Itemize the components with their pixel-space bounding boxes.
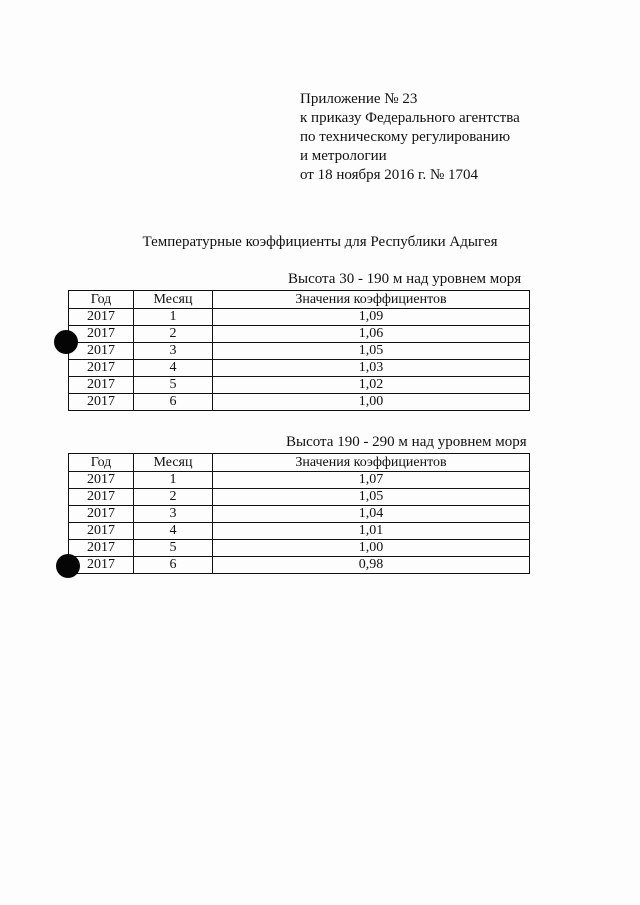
cell-value: 1,07 xyxy=(213,472,530,489)
cell-month: 1 xyxy=(134,472,213,489)
table-row xyxy=(69,343,530,360)
punch-hole-mark xyxy=(56,554,80,578)
cell-year: 2017 xyxy=(69,360,134,377)
cell-month: 6 xyxy=(134,557,213,574)
cell-year: 2017 xyxy=(69,506,134,523)
cell-year: 2017 xyxy=(69,309,134,326)
order-reference: к приказу Федерального агентства xyxy=(300,110,520,126)
cell-month: 6 xyxy=(134,394,213,411)
cell-value: 1,04 xyxy=(213,506,530,523)
table-row xyxy=(69,309,530,326)
cell-year: 2017 xyxy=(69,377,134,394)
agency-line-2: и метрологии xyxy=(300,148,387,164)
table-row xyxy=(69,377,530,394)
table-row xyxy=(69,489,530,506)
cell-value: 1,06 xyxy=(213,326,530,343)
coefficients-table-2 xyxy=(68,453,530,574)
table-row xyxy=(69,523,530,540)
cell-year: 2017 xyxy=(69,472,134,489)
table-row xyxy=(69,326,530,343)
cell-month: 5 xyxy=(134,377,213,394)
cell-value: 1,00 xyxy=(213,540,530,557)
cell-value: 0,98 xyxy=(213,557,530,574)
cell-year: 2017 xyxy=(69,326,134,343)
cell-year: 2017 xyxy=(69,394,134,411)
header-month: Месяц xyxy=(134,291,213,309)
cell-month: 5 xyxy=(134,540,213,557)
header-year: Год xyxy=(69,454,134,472)
table-1-caption: Высота 30 - 190 м над уровнем моря xyxy=(288,271,522,287)
cell-value: 1,05 xyxy=(213,489,530,506)
punch-hole-mark xyxy=(54,330,78,354)
table-header-row xyxy=(69,454,530,472)
cell-month: 4 xyxy=(134,360,213,377)
cell-month: 2 xyxy=(134,326,213,343)
table-row xyxy=(69,360,530,377)
cell-value: 1,09 xyxy=(213,309,530,326)
header-year: Год xyxy=(69,291,134,309)
table-header-row xyxy=(69,291,530,309)
appendix-number: Приложение № 23 xyxy=(300,91,418,107)
document-title: Температурные коэффициенты для Республики Адыгея xyxy=(142,234,498,250)
table-row xyxy=(69,540,530,557)
cell-year: 2017 xyxy=(69,540,134,557)
coefficients-table-1 xyxy=(68,290,530,411)
table-row xyxy=(69,506,530,523)
table-row xyxy=(69,394,530,411)
agency-line: по техническому регулированию xyxy=(300,129,511,145)
cell-value: 1,02 xyxy=(213,377,530,394)
cell-year: 2017 xyxy=(69,343,134,360)
table-2-caption: Высота 190 - 290 м над уровнем моря xyxy=(286,434,527,450)
header-value: Значения коэффициентов xyxy=(213,291,530,309)
appendix-header xyxy=(300,90,600,185)
header-month: Месяц xyxy=(134,454,213,472)
cell-month: 1 xyxy=(134,309,213,326)
cell-month: 4 xyxy=(134,523,213,540)
cell-value: 1,03 xyxy=(213,360,530,377)
cell-value: 1,00 xyxy=(213,394,530,411)
table-row xyxy=(69,557,530,574)
table-row xyxy=(69,472,530,489)
cell-year: 2017 xyxy=(69,523,134,540)
cell-month: 3 xyxy=(134,506,213,523)
order-date: от 18 ноября 2016 г. № 1704 xyxy=(300,167,479,183)
cell-month: 2 xyxy=(134,489,213,506)
cell-month: 3 xyxy=(134,343,213,360)
cell-year: 2017 xyxy=(69,557,134,574)
cell-value: 1,05 xyxy=(213,343,530,360)
header-value: Значения коэффициентов xyxy=(213,454,530,472)
cell-value: 1,01 xyxy=(213,523,530,540)
cell-year: 2017 xyxy=(69,489,134,506)
